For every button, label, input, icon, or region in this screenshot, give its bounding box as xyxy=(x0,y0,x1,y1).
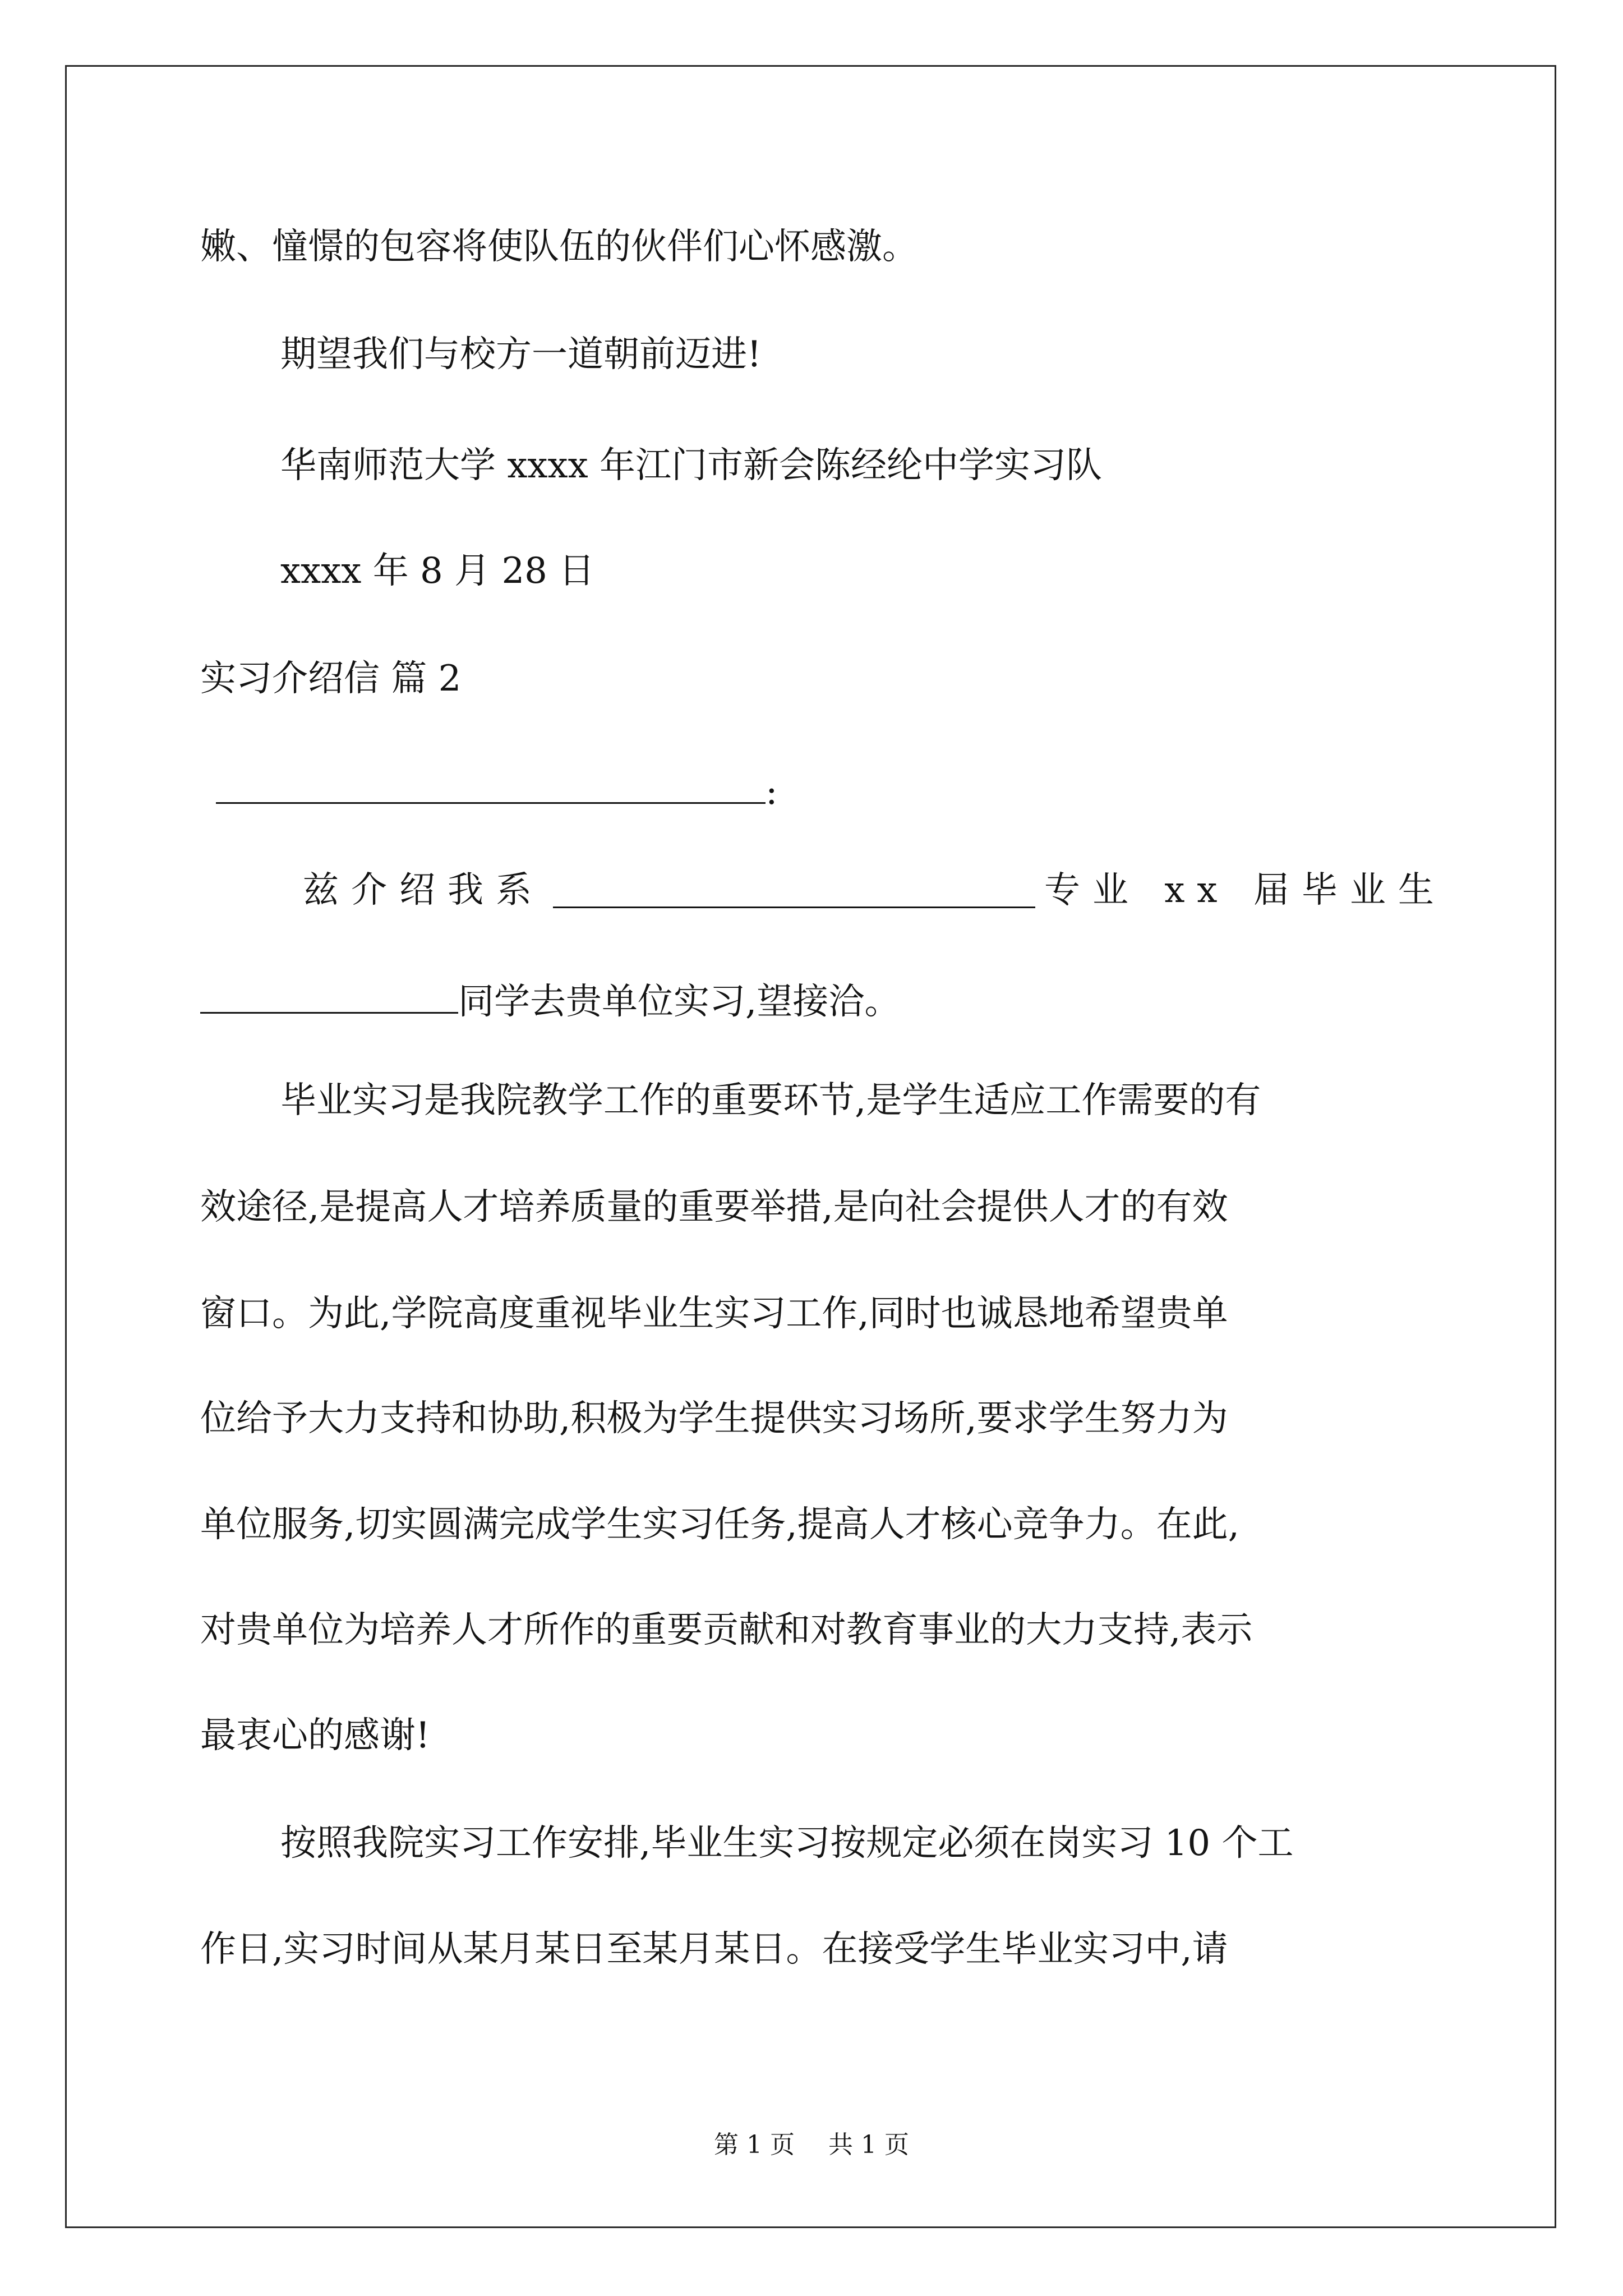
body-line-9: 作日,实习时间从某月某日至某月某日。在接受学生毕业实习中,请 xyxy=(200,1929,1228,1970)
body-line-1: 毕业实习是我院教学工作的重要环节,是学生适应工作需要的有 xyxy=(280,1080,1261,1121)
introduction-text-start: 兹介绍我系 xyxy=(303,869,544,911)
introduction-text-end: 专业 xx 届毕业生 xyxy=(1044,869,1446,911)
salutation-colon: : xyxy=(766,771,778,813)
introduction-line xyxy=(303,869,1446,911)
student-name-blank[interactable] xyxy=(200,979,458,1014)
body-line-6: 对贵单位为培养人才所作的重要贡献和对教育事业的大力支持,表示 xyxy=(200,1609,1253,1651)
section-heading: 实习介绍信 篇 2 xyxy=(200,658,462,700)
body-line-7: 最衷心的感谢! xyxy=(200,1715,430,1756)
body-line-3: 窗口。为此,学院高度重视毕业生实习工作,同时也诚恳地希望贵单 xyxy=(200,1293,1228,1335)
page-footer xyxy=(0,2133,1623,2157)
student-line xyxy=(200,979,901,1023)
page-border xyxy=(65,65,1556,2228)
date-line: xxxx 年 8 月 28 日 xyxy=(280,550,595,592)
salutation-blank[interactable] xyxy=(216,770,766,804)
body-line-4: 位给予大力支持和协助,积极为学生提供实习场所,要求学生努力为 xyxy=(200,1398,1228,1439)
student-line-text: 同学去贵单位实习,望接洽。 xyxy=(458,981,901,1023)
page-number: 第 1 页 xyxy=(714,2131,795,2159)
page-total: 共 1 页 xyxy=(828,2131,909,2159)
major-blank[interactable] xyxy=(553,874,1035,908)
body-line-8: 按照我院实习工作安排,毕业生实习按规定必须在岗实习 10 个工 xyxy=(280,1823,1294,1864)
text-line-3: 华南师范大学 xxxx 年江门市新会陈经纶中学实习队 xyxy=(280,445,1103,486)
text-line-1: 嫩、憧憬的包容将使队伍的伙伴们心怀感激。 xyxy=(200,226,918,268)
body-line-2: 效途径,是提高人才培养质量的重要举措,是向社会提供人才的有效 xyxy=(200,1186,1228,1228)
body-line-5: 单位服务,切实圆满完成学生实习任务,提高人才核心竞争力。在此, xyxy=(200,1504,1240,1545)
text-line-2: 期望我们与校方一道朝前迈进! xyxy=(280,334,762,375)
salutation-line xyxy=(216,770,778,813)
